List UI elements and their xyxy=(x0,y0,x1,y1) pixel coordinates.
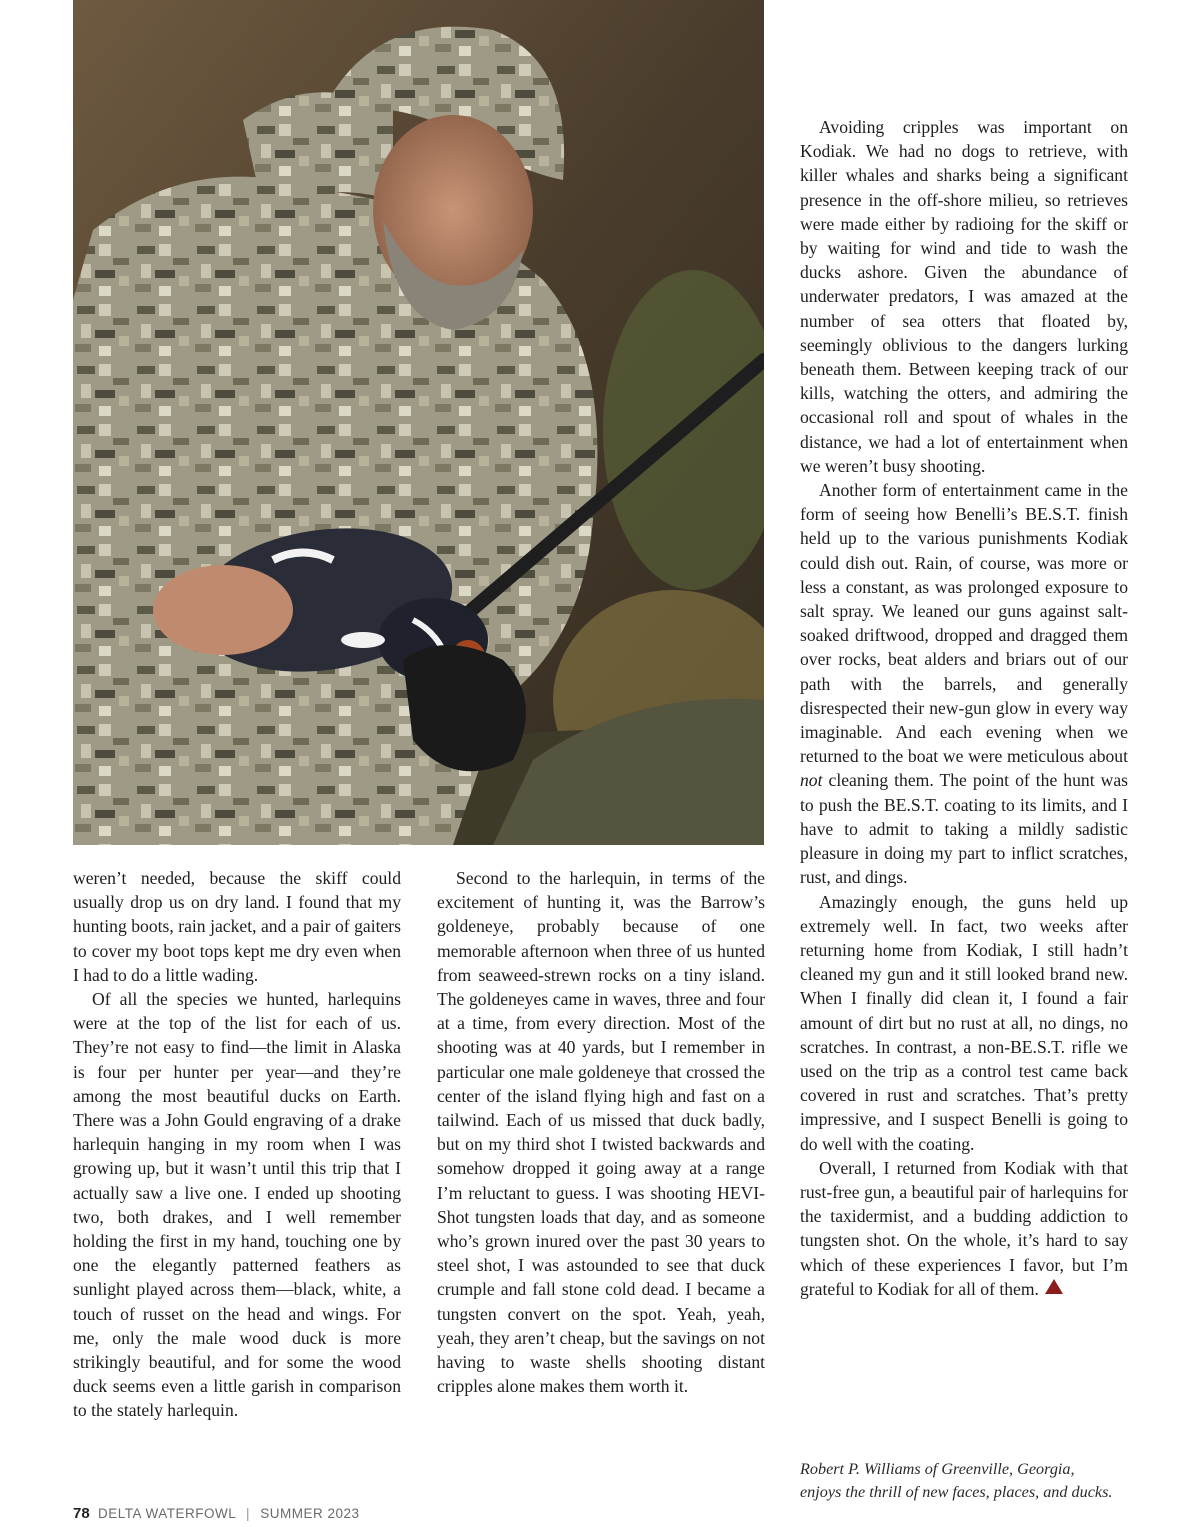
article-column-2 xyxy=(437,866,765,1398)
issue-label: SUMMER 2023 xyxy=(260,1506,360,1521)
paragraph xyxy=(800,478,1128,889)
paragraph: Of all the species we hunted, harlequins were at the top of the list for each of us. They’re not easy to find—the limit in Alaska is four per hunter per year—and they’re among the most beautiful ducks on Earth. There was a John Gould engraving of a drake harlequin hanging in my room when I was growing up, but it wasn’t until this trip that I actually saw a live one. I ended up shooting two, both drakes, and I well remember holding the first in my hand, touching one by one the elegantly patterned feathers as sunlight played across them—black, white, a touch of russet on the head and wings. For me, only the male wood duck is more strikingly beautiful, and for some the wood duck seems even a little garish in comparison to the stately harlequin. xyxy=(73,989,401,1421)
paragraph xyxy=(800,1156,1128,1301)
emphasis-text: not xyxy=(800,770,823,791)
paragraph-text: cleaning them. The point of the hunt was to push the BE.S.T. coating to its limits, and I have to admit to taking a mildly sadistic pleasure in doing my part to inflict scratches, rust, and dings. xyxy=(800,770,1128,888)
publication-name: DELTA WATERFOWL xyxy=(97,1506,236,1521)
page-number: 78 xyxy=(73,1505,90,1522)
page-footer xyxy=(73,1505,360,1522)
article-column-3 xyxy=(800,115,1128,1301)
paragraph-text: Overall, I returned from Kodiak with that rust-free gun, a beautiful pair of harlequins for the taxidermist, and a budding addiction to tungsten shot. On the whole, it’s hard to say which of these experiences I favor, but I’m grateful to Kodiak for all of them. xyxy=(800,1157,1128,1299)
footer-divider: | xyxy=(245,1506,250,1521)
article-column-1 xyxy=(73,866,401,1423)
author-bio xyxy=(800,1458,1130,1504)
author-bio-line: Robert P. Williams of Greenville, Georgia, xyxy=(800,1460,1075,1478)
paragraph: Amazingly enough, the guns held up extremely well. In fact, two weeks after returning home from Kodiak, I still hadn’t cleaned my gun and it still looked brand new. When I finally did clean it, I found a fair amount of dirt but no rust at all, no dings, no scratches. In contrast, a non-BE.S.T. rifle we used on the trip as a control test came back covered in rust and scratches. That’s pretty impressive, and I suspect Benelli is going to do well with the coating. xyxy=(800,891,1128,1154)
paragraph: weren’t needed, because the skiff could usually drop us on dry land. I found that my hunting boots, rain jacket, and a pair of gaiters to cover my boot tops kept me dry even when I had to do a little wading. xyxy=(73,868,401,985)
author-bio-line: enjoys the thrill of new faces, places, and ducks. xyxy=(800,1483,1113,1501)
paragraph-text: Another form of entertainment came in the form of seeing how Benelli’s BE.S.T. finish held up to the various punishments Kodiak could dish out. Rain, of course, was more or less a constant, as was prolonged exposure to salt spray. We leaned our guns against salt-soaked driftwood, dropped and dragged them over rocks, beat alders and briars out of our path with the barrels, and generally disrespected their new-gun glow in every way imaginable. And each evening when we returned to the boat we were meticulous about xyxy=(800,480,1128,767)
hunter-harlequin-photo xyxy=(73,0,764,845)
photo-illustration xyxy=(73,0,764,845)
red-triangle-icon xyxy=(1045,1279,1063,1294)
paragraph: Avoiding cripples was important on Kodiak. We had no dogs to retrieve, with killer whales and sharks being a significant presence in the off-shore milieu, so retrieves were made either by radioing for the skiff or by waiting for wind and tide to wash the ducks ashore. Given the abundance of underwater predators, I was amazed at the number of sea otters that floated by, seemingly oblivious to the dangers lurking beneath them. Between keeping track of our kills, watching the otters, and admiring the occasional roll and spout of whales in the distance, we had a lot of entertainment when we weren’t busy shooting. xyxy=(800,117,1128,476)
paragraph: Second to the harlequin, in terms of the excitement of hunting it, was the Barrow’s goldeneye, probably because of one memorable afternoon when three of us hunted from seaweed-strewn rocks on a tiny island. The goldeneyes came in waves, three and four at a time, from every direction. Most of the shooting was at 40 yards, but I remember in particular one male goldeneye that crossed the center of the island flying high and fast on a tailwind. Each of us missed that duck badly, but on my third shot I twisted backwards and somehow dropped it going away at a range I’m reluctant to guess. I was shooting HEVI-Shot tungsten loads that day, and as someone who’s grown inured over the past 30 years to steel shot, I was astounded to see that duck crumple and fall stone cold dead. I became a tungsten convert on the spot. Yeah, yeah, yeah, they aren’t cheap, but the savings on not having to waste shells shooting distant cripples alone makes them worth it. xyxy=(437,868,765,1397)
